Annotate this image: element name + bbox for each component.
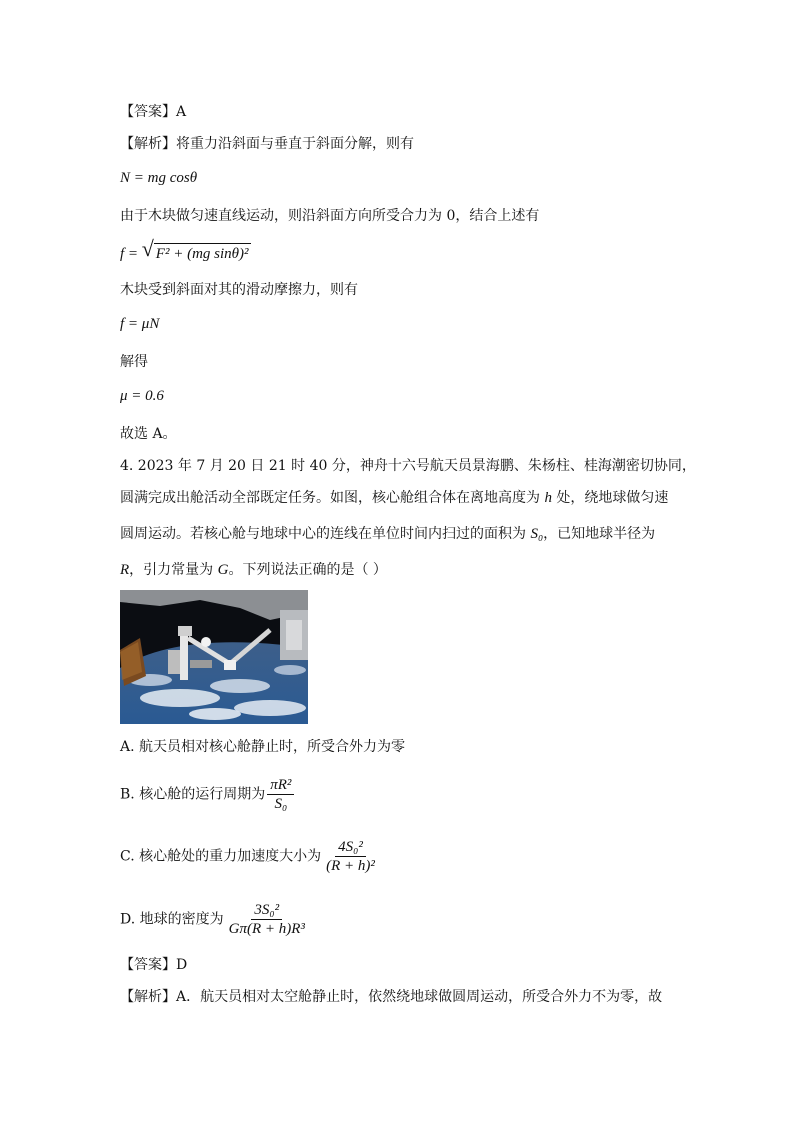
option-c-fraction [323, 838, 378, 875]
equation-mu-value: μ = 0.6 [120, 388, 164, 404]
var-h: h [544, 490, 552, 506]
analysis-text-q4: A．航天员相对太空舱静止时，依然绕地球做圆周运动，所受合外力不为零，故 [176, 989, 663, 1005]
sqrt-icon: √ [141, 236, 154, 261]
analysis-label: 【解析】 [120, 136, 176, 152]
option-c-text: C. 核心舱处的重力加速度大小为 [120, 848, 322, 865]
answer-label-prev: 【答案】A [120, 104, 187, 120]
option-c-numerator: 4S₀² [335, 838, 366, 857]
text-solve: 解得 [120, 354, 148, 370]
text-sliding-friction: 木块受到斜面对其的滑动摩擦力，则有 [120, 282, 358, 298]
analysis-label-q4: 【解析】 [120, 989, 176, 1005]
option-d-fraction [226, 901, 308, 938]
equation-normal-force: N = mg cosθ [120, 170, 198, 186]
analysis-line-prev [120, 134, 414, 154]
photo-icon [120, 590, 308, 724]
var-g: G [217, 562, 229, 578]
question-line-4 [120, 560, 387, 580]
option-b-text: B. 核心舱的运行周期为 [120, 786, 266, 803]
option-b-fraction [267, 776, 294, 813]
question-line-4-a: ，引力常量为 [129, 562, 218, 578]
question-line-3-a: 圆周运动。若核心舱与地球中心的连线在单位时间内扫过的面积为 [120, 526, 531, 542]
equation-mu-n: f = μN [120, 316, 160, 332]
option-d-denominator: Gπ(R + h)R³ [228, 921, 305, 937]
question-line-3 [120, 524, 655, 544]
text-uniform-motion: 由于木块做匀速直线运动，则沿斜面方向所受合力为 0，结合上述有 [120, 208, 540, 224]
question-line-2-a: 圆满完成出舱活动全部既定任务。如图，核心舱组合体在离地高度为 [120, 490, 545, 506]
question-line-4-b: 。下列说法正确的是（ ） [228, 562, 387, 578]
var-r: R [120, 562, 130, 578]
answer-label-q4: 【答案】D [120, 957, 188, 973]
question-line-2 [120, 488, 668, 508]
question-line-1: 4. 2023 年 7 月 20 日 21 时 40 分，神舟十六号航天员景海鹏、朱杨柱、桂海潮密切协同， [120, 458, 696, 474]
var-s0: S₀ [530, 526, 544, 542]
analysis-text: 将重力沿斜面与垂直于斜面分解，则有 [176, 136, 414, 152]
equation-friction-sqrt [120, 236, 251, 264]
sqrt-radicand: F² + (mg sinθ)² [154, 243, 251, 264]
friction-lhs: f = [120, 246, 139, 262]
option-d-text: D. 地球的密度为 [120, 911, 224, 928]
option-b-denominator: S₀ [274, 796, 288, 812]
question-line-2-b: 处，绕地球做匀速 [551, 490, 669, 506]
sqrt-expression [141, 236, 251, 264]
option-d-numerator: 3S₀² [251, 901, 282, 920]
option-d [120, 901, 310, 938]
analysis-line-q4 [120, 987, 662, 1007]
option-c [120, 838, 380, 875]
option-c-denominator: (R + h)² [326, 858, 375, 874]
option-a: A. 航天员相对核心舱静止时，所受合外力为零 [120, 739, 406, 755]
space-station-robotic-arm-photo [120, 590, 308, 724]
question-line-3-b: ，已知地球半径为 [543, 526, 656, 542]
text-choose-a: 故选 A。 [120, 426, 177, 442]
option-b [120, 776, 296, 813]
option-b-numerator: πR² [267, 776, 294, 795]
